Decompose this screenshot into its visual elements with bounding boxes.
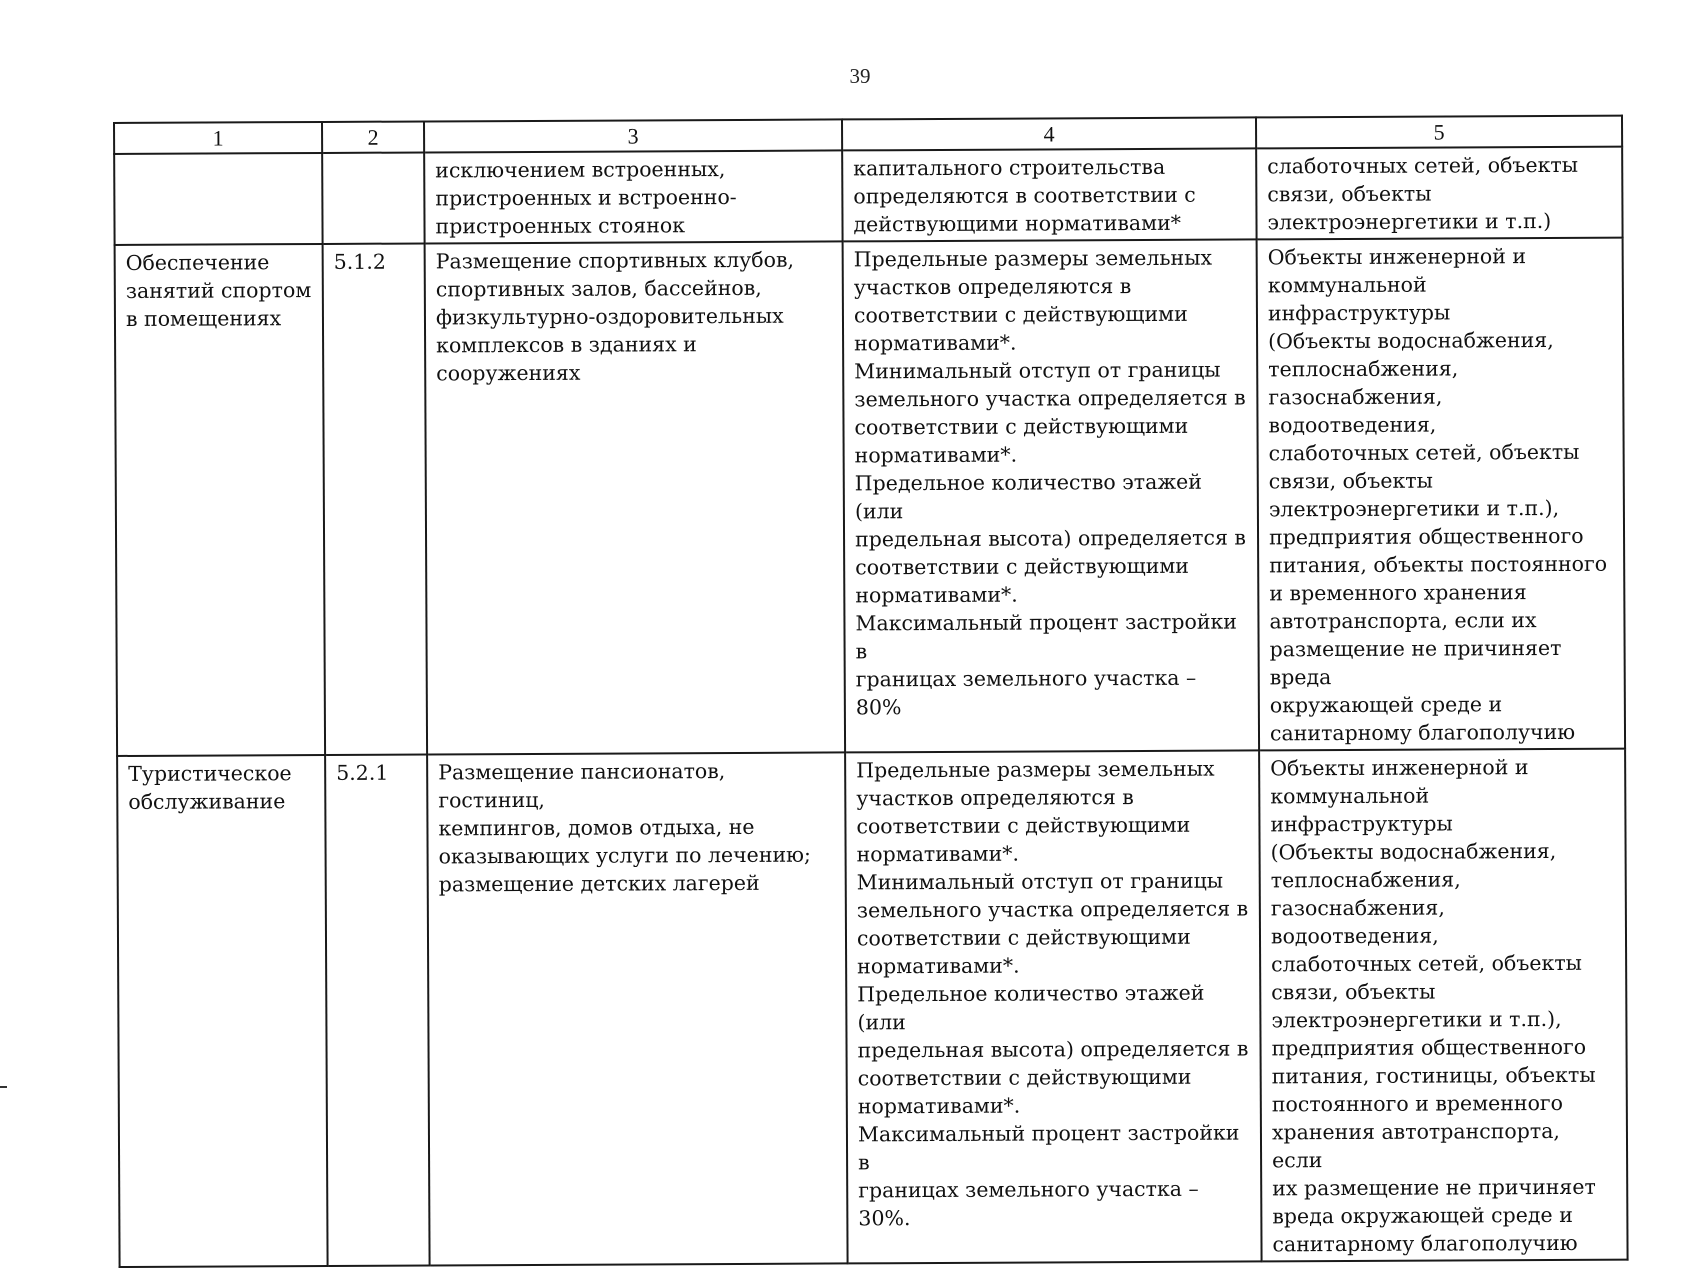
use-description-cell [425, 241, 845, 754]
table-row [117, 749, 1627, 1267]
use-code-cell [325, 754, 429, 1265]
use-code-cell [323, 243, 427, 754]
use-description-cell [424, 150, 842, 243]
use-name-cell [115, 244, 325, 756]
auxiliary-uses-text: слаботочных сетей, объекты связи, объекты электроэнергетики и т.п.) [1267, 151, 1611, 237]
table-row [114, 147, 1622, 245]
auxiliary-uses-text: Объекты инженерной и коммунальной инфраструктуры (Объекты водоснабжения, теплоснабжения, газоснабжения, водоотведения, слаботочных сетей, объекты связи, объекты электроэнергетики и т.п.), предприятия общественного питания, гостиницы, объекты постоянного и временного хранения автотранспорта, если их размещение не причиняет вреда окружающей среде и санитарному благополучию [1270, 753, 1616, 1259]
use-name-text [125, 157, 311, 158]
table-row [115, 238, 1625, 756]
column-header-2: 2 [322, 121, 424, 152]
use-description-text: Размещение пансионатов, гостиниц, кемпингов, домов отдыха, не оказывающих услуги по лечению; размещение детских лагерей [438, 756, 835, 898]
auxiliary-uses-cell [1259, 749, 1627, 1262]
auxiliary-uses-text: Объекты инженерной и коммунальной инфраструктуры (Объекты водоснабжения, теплоснабжения, газоснабжения, водоотведения, слаботочных сетей, объекты связи, объекты электроэнергетики и т.п.), предприятия общественного питания, объекты постоянного и временного хранения автотранспорта, если их размещение не причиняет вреда окружающей среде и санитарному благополучию [1268, 242, 1614, 748]
use-code-text: 5.2.1 [336, 759, 416, 787]
use-description-text: Размещение спортивных клубов, спортивных залов, бассейнов, физкультурно-оздоровительных комплексов в зданиях и сооружениях [436, 245, 833, 387]
use-parameters-cell [842, 148, 1256, 241]
use-parameters-cell [845, 750, 1261, 1263]
use-name-text: Туристическое обслуживание [128, 759, 314, 816]
use-parameters-text: Предельные размеры земельных участков определяются в соответствии с действующими нормативами*. Минимальный отступ от границы земельного участка определяется в соответствии с действующими нормативами*. Предельное количество этажей (или предельная высота) определяется в соответствии с действующими нормативами*. Максимальный процент застройки в границах земельного участка – 30%. [856, 754, 1250, 1232]
use-name-cell [117, 755, 327, 1267]
margin-mark [0, 1086, 7, 1088]
use-parameters-text: Предельные размеры земельных участков определяются в соответствии с действующими нормативами*. Минимальный отступ от границы земельного участка определяется в соответствии с действующими нормативами*. Предельное количество этажей (или предельная высота) определяется в соответствии с действующими нормативами*. Максимальный процент застройки в границах земельного участка – 80% [854, 243, 1248, 721]
page-number: 39 [0, 64, 1697, 89]
regulations-table [113, 115, 1629, 1268]
use-parameters-cell [843, 239, 1259, 752]
column-header-4: 4 [842, 117, 1256, 150]
use-code-text: 5.1.2 [334, 248, 414, 276]
regulations-table-container [113, 115, 1627, 1268]
auxiliary-uses-cell [1256, 147, 1622, 240]
use-name-cell [114, 153, 322, 245]
column-header-3: 3 [424, 119, 842, 152]
use-code-cell [322, 152, 424, 243]
auxiliary-uses-cell [1257, 238, 1625, 751]
use-parameters-text: капитального строительства определяются в соответствии с действующими нормативами* [853, 152, 1245, 238]
column-header-5: 5 [1256, 116, 1622, 149]
column-header-1: 1 [114, 122, 322, 154]
use-description-text: исключением встроенных, пристроенных и встроенно- пристроенных стоянок [435, 154, 831, 240]
use-name-text: Обеспечение занятий спортом в помещениях [126, 248, 312, 333]
use-description-cell [427, 752, 847, 1265]
